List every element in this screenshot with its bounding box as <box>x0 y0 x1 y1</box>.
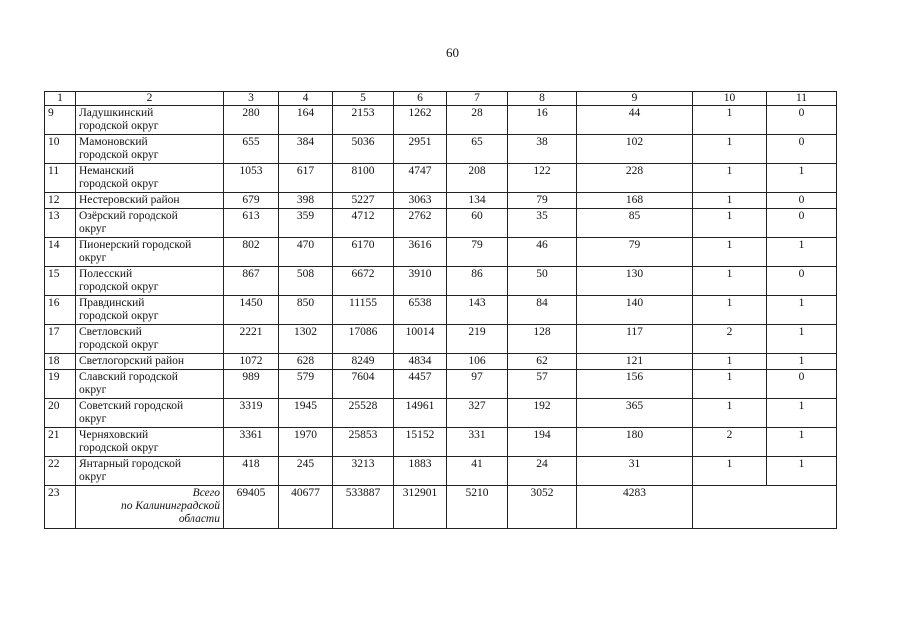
value-cell: 44 <box>577 106 693 135</box>
value-cell: 4712 <box>333 209 394 238</box>
value-cell: 2221 <box>224 325 279 354</box>
value-cell: 0 <box>767 370 837 399</box>
column-header: 11 <box>767 92 837 106</box>
value-cell: 2153 <box>333 106 394 135</box>
total-label-line: области <box>178 513 220 525</box>
municipality-name-line: Янтарный городской <box>79 458 181 470</box>
municipality-name-line: Славский городской <box>79 371 178 383</box>
municipality-name-line: Мамоновский <box>79 136 148 148</box>
row-number: 9 <box>45 106 76 135</box>
value-cell: 84 <box>508 296 577 325</box>
row-number: 20 <box>45 399 76 428</box>
value-cell: 3319 <box>224 399 279 428</box>
value-cell: 128 <box>508 325 577 354</box>
value-cell: 1945 <box>279 399 333 428</box>
municipality-name <box>76 135 224 164</box>
row-number: 19 <box>45 370 76 399</box>
value-cell: 1 <box>767 399 837 428</box>
value-cell: 50 <box>508 267 577 296</box>
value-cell: 79 <box>447 238 508 267</box>
column-header: 3 <box>224 92 279 106</box>
municipality-name <box>76 164 224 193</box>
value-cell: 16 <box>508 106 577 135</box>
table-row <box>45 106 837 135</box>
value-cell: 384 <box>279 135 333 164</box>
municipality-name-line: городской округ <box>79 281 159 293</box>
total-value-cell: 40677 <box>279 486 333 529</box>
value-cell: 1 <box>693 457 767 486</box>
value-cell: 867 <box>224 267 279 296</box>
municipality-name-line: городской округ <box>79 310 159 322</box>
value-cell: 398 <box>279 193 333 209</box>
value-cell: 1302 <box>279 325 333 354</box>
row-number: 10 <box>45 135 76 164</box>
table-row <box>45 370 837 399</box>
value-cell: 168 <box>577 193 693 209</box>
value-cell: 245 <box>279 457 333 486</box>
table-row <box>45 135 837 164</box>
value-cell: 134 <box>447 193 508 209</box>
value-cell: 628 <box>279 354 333 370</box>
total-label <box>76 486 224 529</box>
value-cell: 2762 <box>394 209 447 238</box>
municipality-name-line: городской округ <box>79 120 159 132</box>
value-cell: 65 <box>447 135 508 164</box>
value-cell: 25853 <box>333 428 394 457</box>
table-row <box>45 164 837 193</box>
municipality-name <box>76 354 224 370</box>
municipality-name-line: Советский городской <box>79 400 184 412</box>
municipality-name-line: Озёрский городской <box>79 210 178 222</box>
value-cell: 208 <box>447 164 508 193</box>
row-number: 16 <box>45 296 76 325</box>
value-cell: 1 <box>693 238 767 267</box>
value-cell: 156 <box>577 370 693 399</box>
municipality-name-line: Нестеровский район <box>79 194 180 206</box>
value-cell: 8100 <box>333 164 394 193</box>
total-row <box>45 486 837 529</box>
municipality-name-line: Светловский <box>79 326 142 338</box>
value-cell: 1 <box>693 399 767 428</box>
value-cell: 14961 <box>394 399 447 428</box>
page-number: 60 <box>446 45 459 60</box>
row-number: 11 <box>45 164 76 193</box>
table-row <box>45 428 837 457</box>
value-cell: 850 <box>279 296 333 325</box>
municipality-name-line: городской округ <box>79 149 159 161</box>
value-cell: 4747 <box>394 164 447 193</box>
value-cell: 8249 <box>333 354 394 370</box>
value-cell: 10014 <box>394 325 447 354</box>
value-cell: 579 <box>279 370 333 399</box>
value-cell: 470 <box>279 238 333 267</box>
value-cell: 1 <box>767 238 837 267</box>
value-cell: 140 <box>577 296 693 325</box>
value-cell: 3910 <box>394 267 447 296</box>
municipality-name-line: округ <box>79 413 107 425</box>
row-number: 12 <box>45 193 76 209</box>
data-table <box>44 91 837 529</box>
value-cell: 418 <box>224 457 279 486</box>
value-cell: 60 <box>447 209 508 238</box>
value-cell: 802 <box>224 238 279 267</box>
value-cell: 3616 <box>394 238 447 267</box>
municipality-name-line: Светлогорский район <box>79 355 185 367</box>
value-cell: 1053 <box>224 164 279 193</box>
column-header: 4 <box>279 92 333 106</box>
value-cell: 1883 <box>394 457 447 486</box>
value-cell: 3361 <box>224 428 279 457</box>
municipality-name <box>76 370 224 399</box>
value-cell: 7604 <box>333 370 394 399</box>
table-row <box>45 238 837 267</box>
column-header: 2 <box>76 92 224 106</box>
value-cell: 41 <box>447 457 508 486</box>
value-cell: 1 <box>693 354 767 370</box>
municipality-name <box>76 296 224 325</box>
row-number: 17 <box>45 325 76 354</box>
value-cell: 57 <box>508 370 577 399</box>
total-label-line: по Калининградской <box>120 500 220 512</box>
value-cell: 617 <box>279 164 333 193</box>
value-cell: 79 <box>508 193 577 209</box>
municipality-name <box>76 457 224 486</box>
value-cell: 1970 <box>279 428 333 457</box>
value-cell: 1 <box>693 267 767 296</box>
total-value-cell: 533887 <box>333 486 394 529</box>
header-row <box>45 92 837 106</box>
municipality-name-line: округ <box>79 252 107 264</box>
value-cell: 679 <box>224 193 279 209</box>
value-cell: 5036 <box>333 135 394 164</box>
value-cell: 4457 <box>394 370 447 399</box>
value-cell: 613 <box>224 209 279 238</box>
row-number: 13 <box>45 209 76 238</box>
total-value-cell: 69405 <box>224 486 279 529</box>
empty-cell <box>693 486 837 529</box>
municipality-name-line: Правдинский <box>79 297 145 309</box>
value-cell: 62 <box>508 354 577 370</box>
value-cell: 989 <box>224 370 279 399</box>
municipality-name-line: городской округ <box>79 339 159 351</box>
value-cell: 2951 <box>394 135 447 164</box>
value-cell: 6538 <box>394 296 447 325</box>
municipality-name <box>76 238 224 267</box>
value-cell: 130 <box>577 267 693 296</box>
table-row <box>45 193 837 209</box>
row-number: 23 <box>45 486 76 529</box>
table-row <box>45 354 837 370</box>
value-cell: 1262 <box>394 106 447 135</box>
column-header: 10 <box>693 92 767 106</box>
value-cell: 97 <box>447 370 508 399</box>
municipality-name-line: городской округ <box>79 178 159 190</box>
column-header: 8 <box>508 92 577 106</box>
value-cell: 1 <box>693 193 767 209</box>
value-cell: 15152 <box>394 428 447 457</box>
value-cell: 28 <box>447 106 508 135</box>
value-cell: 1 <box>767 457 837 486</box>
value-cell: 0 <box>767 106 837 135</box>
value-cell: 102 <box>577 135 693 164</box>
value-cell: 11155 <box>333 296 394 325</box>
value-cell: 1 <box>767 354 837 370</box>
municipality-name <box>76 193 224 209</box>
value-cell: 25528 <box>333 399 394 428</box>
value-cell: 365 <box>577 399 693 428</box>
total-value-cell: 4283 <box>577 486 693 529</box>
value-cell: 3213 <box>333 457 394 486</box>
total-value-cell: 5210 <box>447 486 508 529</box>
column-header: 1 <box>45 92 76 106</box>
municipality-name <box>76 428 224 457</box>
value-cell: 1 <box>693 370 767 399</box>
value-cell: 5227 <box>333 193 394 209</box>
value-cell: 122 <box>508 164 577 193</box>
value-cell: 228 <box>577 164 693 193</box>
table-row <box>45 399 837 428</box>
value-cell: 1 <box>767 428 837 457</box>
value-cell: 331 <box>447 428 508 457</box>
value-cell: 0 <box>767 193 837 209</box>
total-label-line: Всего <box>192 487 220 499</box>
municipality-name-line: округ <box>79 471 107 483</box>
municipality-name-line: Черняховский <box>79 429 149 441</box>
table-row <box>45 457 837 486</box>
value-cell: 1 <box>767 325 837 354</box>
value-cell: 121 <box>577 354 693 370</box>
value-cell: 4834 <box>394 354 447 370</box>
value-cell: 1 <box>693 296 767 325</box>
value-cell: 2 <box>693 325 767 354</box>
value-cell: 192 <box>508 399 577 428</box>
table-row <box>45 325 837 354</box>
municipality-name <box>76 325 224 354</box>
value-cell: 24 <box>508 457 577 486</box>
value-cell: 180 <box>577 428 693 457</box>
table-row <box>45 296 837 325</box>
municipality-name <box>76 209 224 238</box>
value-cell: 143 <box>447 296 508 325</box>
value-cell: 219 <box>447 325 508 354</box>
column-header: 9 <box>577 92 693 106</box>
value-cell: 280 <box>224 106 279 135</box>
value-cell: 35 <box>508 209 577 238</box>
value-cell: 655 <box>224 135 279 164</box>
value-cell: 1 <box>693 164 767 193</box>
total-value-cell: 312901 <box>394 486 447 529</box>
row-number: 15 <box>45 267 76 296</box>
municipality-name-line: Неманский <box>79 165 134 177</box>
value-cell: 1 <box>693 135 767 164</box>
value-cell: 38 <box>508 135 577 164</box>
value-cell: 1450 <box>224 296 279 325</box>
value-cell: 194 <box>508 428 577 457</box>
table-row <box>45 209 837 238</box>
value-cell: 0 <box>767 209 837 238</box>
row-number: 18 <box>45 354 76 370</box>
row-number: 14 <box>45 238 76 267</box>
municipality-name-line: городской округ <box>79 442 159 454</box>
municipality-name-line: Пионерский городской <box>79 239 192 251</box>
value-cell: 31 <box>577 457 693 486</box>
value-cell: 2 <box>693 428 767 457</box>
value-cell: 1072 <box>224 354 279 370</box>
municipality-name <box>76 106 224 135</box>
value-cell: 6672 <box>333 267 394 296</box>
value-cell: 3063 <box>394 193 447 209</box>
value-cell: 164 <box>279 106 333 135</box>
municipality-name-line: округ <box>79 384 107 396</box>
value-cell: 79 <box>577 238 693 267</box>
column-header: 6 <box>394 92 447 106</box>
column-header: 7 <box>447 92 508 106</box>
value-cell: 1 <box>693 209 767 238</box>
value-cell: 86 <box>447 267 508 296</box>
value-cell: 85 <box>577 209 693 238</box>
column-header: 5 <box>333 92 394 106</box>
value-cell: 327 <box>447 399 508 428</box>
value-cell: 508 <box>279 267 333 296</box>
municipality-name <box>76 267 224 296</box>
total-value-cell: 3052 <box>508 486 577 529</box>
value-cell: 1 <box>767 296 837 325</box>
row-number: 21 <box>45 428 76 457</box>
value-cell: 0 <box>767 135 837 164</box>
municipality-name <box>76 399 224 428</box>
row-number: 22 <box>45 457 76 486</box>
value-cell: 117 <box>577 325 693 354</box>
table-row <box>45 267 837 296</box>
value-cell: 1 <box>767 164 837 193</box>
value-cell: 0 <box>767 267 837 296</box>
value-cell: 1 <box>693 106 767 135</box>
value-cell: 359 <box>279 209 333 238</box>
value-cell: 46 <box>508 238 577 267</box>
municipality-name-line: округ <box>79 223 107 235</box>
value-cell: 6170 <box>333 238 394 267</box>
value-cell: 106 <box>447 354 508 370</box>
municipality-name-line: Полесский <box>79 268 133 280</box>
value-cell: 17086 <box>333 325 394 354</box>
municipality-name-line: Ладушкинский <box>79 107 154 119</box>
